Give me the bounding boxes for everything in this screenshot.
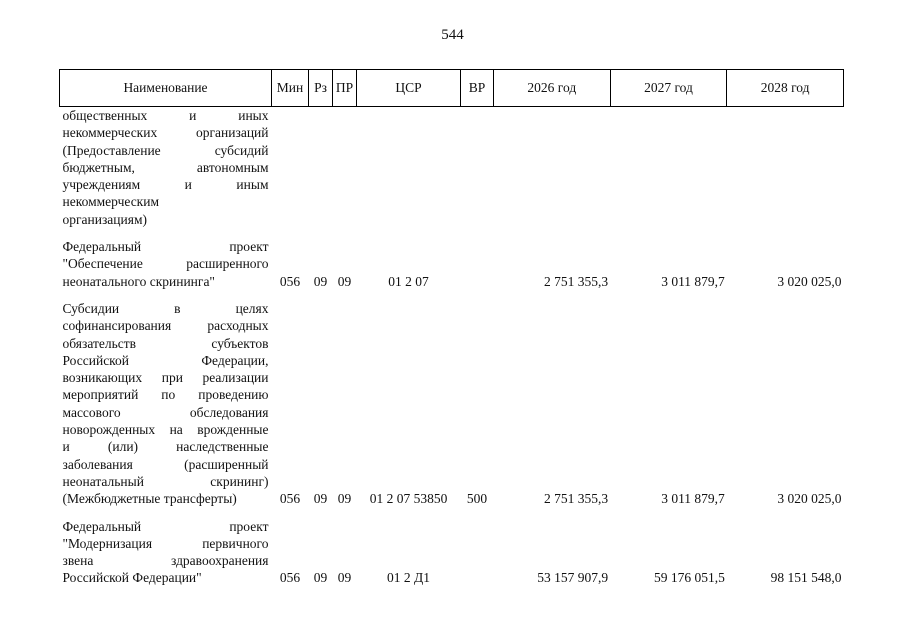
header-rz: Рз bbox=[309, 70, 333, 107]
row-name-line: бюджетным, автономным bbox=[62, 159, 269, 175]
row-y2028-cell: 98 151 548,0 bbox=[770, 570, 842, 586]
row-spacer bbox=[60, 508, 844, 518]
row-vr-cell bbox=[461, 518, 494, 587]
row-name-line: общественных и иных bbox=[62, 108, 269, 123]
row-vr-cell bbox=[461, 238, 494, 290]
row-rz-cell: 09 bbox=[313, 491, 328, 507]
row-pr-cell: 09 bbox=[337, 491, 352, 507]
row-rz-cell bbox=[309, 107, 333, 229]
row-name-line: некоммерческих организаций bbox=[62, 125, 269, 141]
row-name-line: и (или) наследственные bbox=[62, 439, 269, 455]
row-pr-cell bbox=[333, 107, 357, 229]
row-spacer-cell bbox=[60, 290, 844, 300]
row-name-line: учреждениям и иным bbox=[62, 177, 269, 193]
table-row bbox=[60, 518, 844, 587]
row-csr-cell: 01 2 07 53850 bbox=[369, 491, 448, 507]
row-rz-cell: 09 bbox=[313, 570, 328, 586]
row-name-line: заболевания (расширенный bbox=[62, 456, 269, 472]
row-spacer bbox=[60, 228, 844, 238]
row-name-cell bbox=[60, 518, 272, 587]
row-pr-cell: 09 bbox=[337, 570, 352, 586]
row-y2028-cell: 3 020 025,0 bbox=[777, 273, 842, 289]
row-name-line: Российской Федерации" bbox=[62, 570, 202, 586]
row-name-line: (Предоставление субсидий bbox=[62, 142, 269, 158]
header-csr: ЦСР bbox=[357, 70, 461, 107]
row-name-line: Субсидии в целях bbox=[62, 300, 269, 316]
row-name-line: новорожденных на врожденные bbox=[62, 422, 269, 438]
row-y2027-cell: 3 011 879,7 bbox=[661, 273, 725, 289]
row-vr-cell: 500 bbox=[466, 491, 488, 507]
row-name-line: обязательств субъектов bbox=[62, 335, 269, 351]
header-name: Наименование bbox=[60, 70, 272, 107]
header-min: Мин bbox=[272, 70, 309, 107]
row-name-line: массового обследования bbox=[62, 404, 269, 420]
table-row bbox=[60, 107, 844, 229]
row-min-cell: 056 bbox=[279, 273, 301, 289]
header-2026: 2026 год bbox=[494, 70, 611, 107]
row-name-line: организациям) bbox=[62, 211, 148, 227]
row-y2028-cell bbox=[727, 107, 844, 229]
row-spacer-cell bbox=[60, 508, 844, 518]
row-min-cell: 056 bbox=[279, 570, 301, 586]
row-name-line: неонатального скрининга" bbox=[62, 273, 215, 289]
row-y2026-cell bbox=[494, 107, 611, 229]
row-csr-cell: 01 2 07 bbox=[388, 273, 429, 289]
row-spacer bbox=[60, 290, 844, 300]
row-y2027-cell bbox=[610, 107, 727, 229]
row-name-cell bbox=[60, 300, 272, 508]
row-name-line: Федеральный проект bbox=[62, 239, 269, 255]
header-pr: ПР bbox=[333, 70, 357, 107]
row-y2026-cell: 2 751 355,3 bbox=[544, 491, 609, 507]
row-name-line: софинансирования расходных bbox=[62, 318, 269, 334]
table-header-row bbox=[60, 70, 844, 107]
row-pr-cell: 09 bbox=[337, 273, 352, 289]
row-name-line: возникающих при реализации bbox=[62, 370, 269, 386]
row-name-line: звена здравоохранения bbox=[62, 553, 269, 569]
page-number: 544 bbox=[441, 27, 464, 43]
row-name-line: некоммерческим bbox=[62, 194, 160, 210]
header-2027: 2027 год bbox=[610, 70, 727, 107]
row-rz-cell: 09 bbox=[313, 273, 328, 289]
row-name-line: "Обеспечение расширенного bbox=[62, 256, 269, 272]
row-y2026-cell: 2 751 355,3 bbox=[544, 273, 609, 289]
row-min-cell bbox=[272, 107, 309, 229]
row-name-line: Российской Федерации, bbox=[62, 352, 269, 368]
row-csr-cell: 01 2 Д1 bbox=[387, 570, 430, 586]
table-row bbox=[60, 238, 844, 290]
row-y2027-cell: 59 176 051,5 bbox=[653, 570, 725, 586]
row-name-line: мероприятий по проведению bbox=[62, 387, 269, 403]
row-name-line: Федеральный проект bbox=[62, 518, 269, 534]
row-name-line: (Межбюджетные трансферты) bbox=[62, 491, 237, 507]
row-min-cell: 056 bbox=[279, 491, 301, 507]
row-spacer-cell bbox=[60, 228, 844, 238]
row-name-cell bbox=[60, 107, 272, 229]
row-name-line: "Модернизация первичного bbox=[62, 535, 269, 551]
row-name-line: неонатальный скрининг) bbox=[62, 473, 269, 489]
header-vr: ВР bbox=[461, 70, 494, 107]
header-2028: 2028 год bbox=[727, 70, 844, 107]
row-y2028-cell: 3 020 025,0 bbox=[777, 491, 842, 507]
budget-table bbox=[59, 69, 844, 587]
table-row bbox=[60, 300, 844, 508]
row-csr-cell bbox=[357, 107, 461, 229]
row-y2027-cell: 3 011 879,7 bbox=[661, 491, 725, 507]
row-name-cell bbox=[60, 238, 272, 290]
row-vr-cell bbox=[461, 107, 494, 229]
row-y2026-cell: 53 157 907,9 bbox=[537, 570, 609, 586]
